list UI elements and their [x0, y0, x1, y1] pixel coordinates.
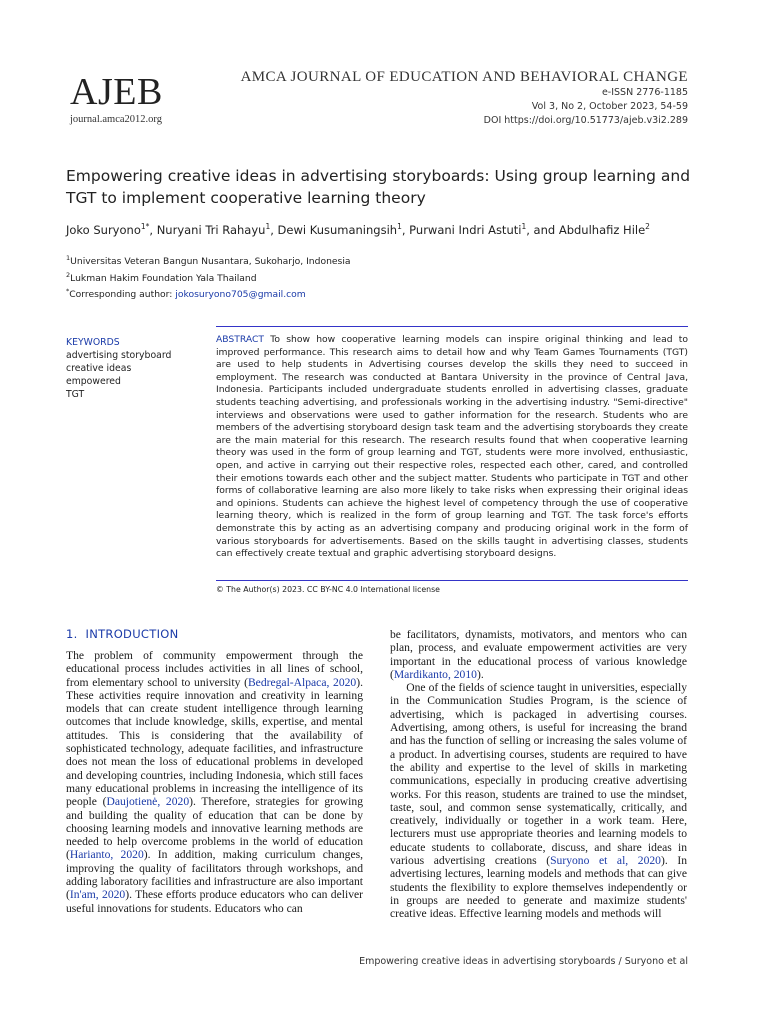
volume-info: Vol 3, No 2, October 2023, 54-59	[531, 101, 688, 112]
author-affiliation-mark: 1*	[140, 222, 150, 231]
affiliation-1: $^1$Universitas Veteran Bangun Nusantara, Sukoharjo, Indonesia	[66, 254, 351, 268]
body-paragraph	[390, 628, 687, 681]
author-name: Joko Suryono	[66, 222, 141, 237]
journal-name: AMCA JOURNAL OF EDUCATION AND BEHAVIORAL CHANGE	[240, 69, 688, 85]
journal-logo	[70, 72, 190, 125]
logo-text: AJEB	[70, 71, 163, 113]
citation-link[interactable]: Harianto, 2020	[69, 848, 144, 862]
body-text: ). Therefore, strategies for growing and building the quality of education that can be done by choosing learning models and innovative learning methods are needed to help overcome problems in the world of education (	[66, 795, 363, 862]
keyword-item: advertising storyboard	[66, 350, 172, 361]
corresponding-author: *Corresponding author: jokosuryono705@gmail.com	[66, 287, 306, 301]
doi-link[interactable]: DOI https://doi.org/10.51773/ajeb.v3i2.289	[483, 115, 688, 126]
body-paragraph	[390, 681, 687, 920]
body-text: ). These activities require innovation and creativity in learning models that can create student intelligence through learning outcomes that include knowledge, skills, expertise, and mental attitudes. This is considering that the availability of sophisticated technology, adequate facilities, and infrastructure does not mean the loss of educational problems in developed and developing countries, including Indonesia, which still faces many educational problems in increasing the intelligence of its people (	[66, 675, 363, 809]
running-footer: Empowering creative ideas in advertising storyboards / Suryono et al	[359, 956, 688, 967]
journal-site[interactable]: journal.amca2012.org	[70, 114, 162, 125]
abstract-text	[216, 334, 688, 561]
issn: e-ISSN 2776-1185	[601, 87, 688, 98]
keywords-block	[66, 336, 196, 401]
body-column-right	[390, 628, 687, 921]
keyword-item: TGT	[66, 389, 85, 400]
keyword-item: empowered	[66, 376, 121, 387]
corresponding-email[interactable]: jokosuryono705@gmail.com	[175, 289, 306, 301]
citation-link[interactable]: Bedregal-Alpaca, 2020	[247, 675, 357, 689]
citation-link[interactable]: Daujotienė, 2020	[106, 795, 190, 809]
affiliations	[66, 252, 351, 302]
paper-title: Empowering creative ideas in advertising storyboards: Using group learning and TGT to implement cooperative learning theory	[66, 167, 691, 207]
citation-link[interactable]: Mardikanto, 2010	[393, 667, 477, 681]
keywords-label: KEYWORDS	[66, 337, 120, 348]
abstract-block	[216, 326, 688, 561]
abstract-rule	[216, 580, 688, 581]
body-text: ). In addition, making curriculum changes, improving the quality of facilitators through workshops, and adding laboratory facilities and infrastructure are also important (	[66, 848, 364, 902]
license-note: © The Author(s) 2023. CC BY-NC 4.0 International license	[216, 585, 440, 594]
author-name: Nuryani Tri Rahayu	[156, 222, 266, 237]
citation-link[interactable]: Suryono et al, 2020	[550, 854, 661, 868]
abstract-label: ABSTRACT	[216, 334, 265, 345]
body-text: One of the fields of science taught in universities, especially in the Communication Studies Program, is the science of advertising, which is packaged in advertising courses. Advertising, among others, is useful for increasing the brand and has the function of selling or increasing the sales volume of a product. In advertising courses, students are required to have the ability and expertise to the level of skills in marketing communications, especially in producing creative advertising works. For this reason, students are trained to use the mindset, taste, soul, and common sense systematically, critically, and creatively, individually or together in a work team. Here, lecturers must use appropriate theories and learning models to educate students to collaborate, discuss, and share ideas in various advertising creations (	[390, 681, 687, 868]
author-affiliation-mark: 2	[645, 222, 650, 231]
keyword-item: creative ideas	[66, 363, 132, 374]
citation-link[interactable]: In'am, 2020	[69, 888, 126, 902]
author-name: Abdulhafiz Hile	[558, 222, 646, 237]
section-heading: 1. INTRODUCTION	[66, 627, 179, 641]
body-text: ).	[476, 667, 484, 681]
body-text: be facilitators, dynamists, motivators, and mentors who can plan, process, and evaluate empowerment activities are very important in the educational process of various knowledge (	[390, 628, 687, 681]
affiliation-2: $^2$Lukman Hakim Foundation Yala Thailand	[66, 270, 257, 284]
abstract-body: To show how cooperative learning models can inspire original thinking and lead to improved performance. This research aims to detail how and why Team Games Tournaments (TGT) are used to help students in Advertising courses develop the skills they need to succeed in employment. The research was conducted at Bantara University in the province of Central Java, Indonesia. Participants included undergraduate students enrolled in advertising classes, graduate students teaching advertising, and professionals working in the advertising industry. "Semi-directive" interviews and observations were used to gather information for the research. Students who are members of the advertising storyboard design task team and the advertising storyboards they create are the main material for this research. The research results found that when cooperative learning theory was used in the form of group learning and TGT, students were more involved, enthusiastic, open, and active in carrying out their respective roles, respected each other, cared, and controlled their emotions towards each other and the subject matter. Students who participate in TGT and other forms of collaborative learning are also more likely to take risks when expressing their original ideas and opinions. Students can achieve the highest level of competency through the use of cooperative learning theory, which is realized in the form of group learning and TGT. The task force's efforts demonstrate this by acting as an advertising company and producing original work in the form of various storyboards for advertisements. Based on the skills taught in advertising classes, students can effectively create textual and graphic advertising storyboard designs.	[216, 334, 688, 560]
body-paragraph	[66, 649, 363, 915]
author-name: Purwani Indri Astuti	[409, 222, 522, 237]
body-column-left	[66, 649, 363, 915]
body-text: The problem of community empowerment through the educational process includes activities in all lines of school, from elementary school to university (	[66, 649, 363, 689]
body-text: ). These efforts produce educators who can deliver useful innovations for students. Educators who can	[66, 888, 363, 915]
author-affiliation-mark: 1	[265, 222, 271, 231]
journal-header	[241, 68, 688, 128]
author-name: Dewi Kusumaningsih	[277, 222, 398, 237]
author-list: Joko Suryono$^{1*}$, Nuryani Tri Rahayu$^1$, Dewi Kusumaningsih$^1$, Purwani Indri Astuti$^1$, and Abdulhafiz Hile$^2$	[66, 222, 650, 237]
author-affiliation-mark: 1	[521, 222, 527, 231]
author-affiliation-mark: 1	[397, 222, 402, 231]
body-text: ). In advertising lectures, learning models and methods that can give students the flexibility to explore themselves independently or in groups are needed to generate and maximize students' creative ideas. Effective learning models and methods will	[390, 854, 687, 921]
